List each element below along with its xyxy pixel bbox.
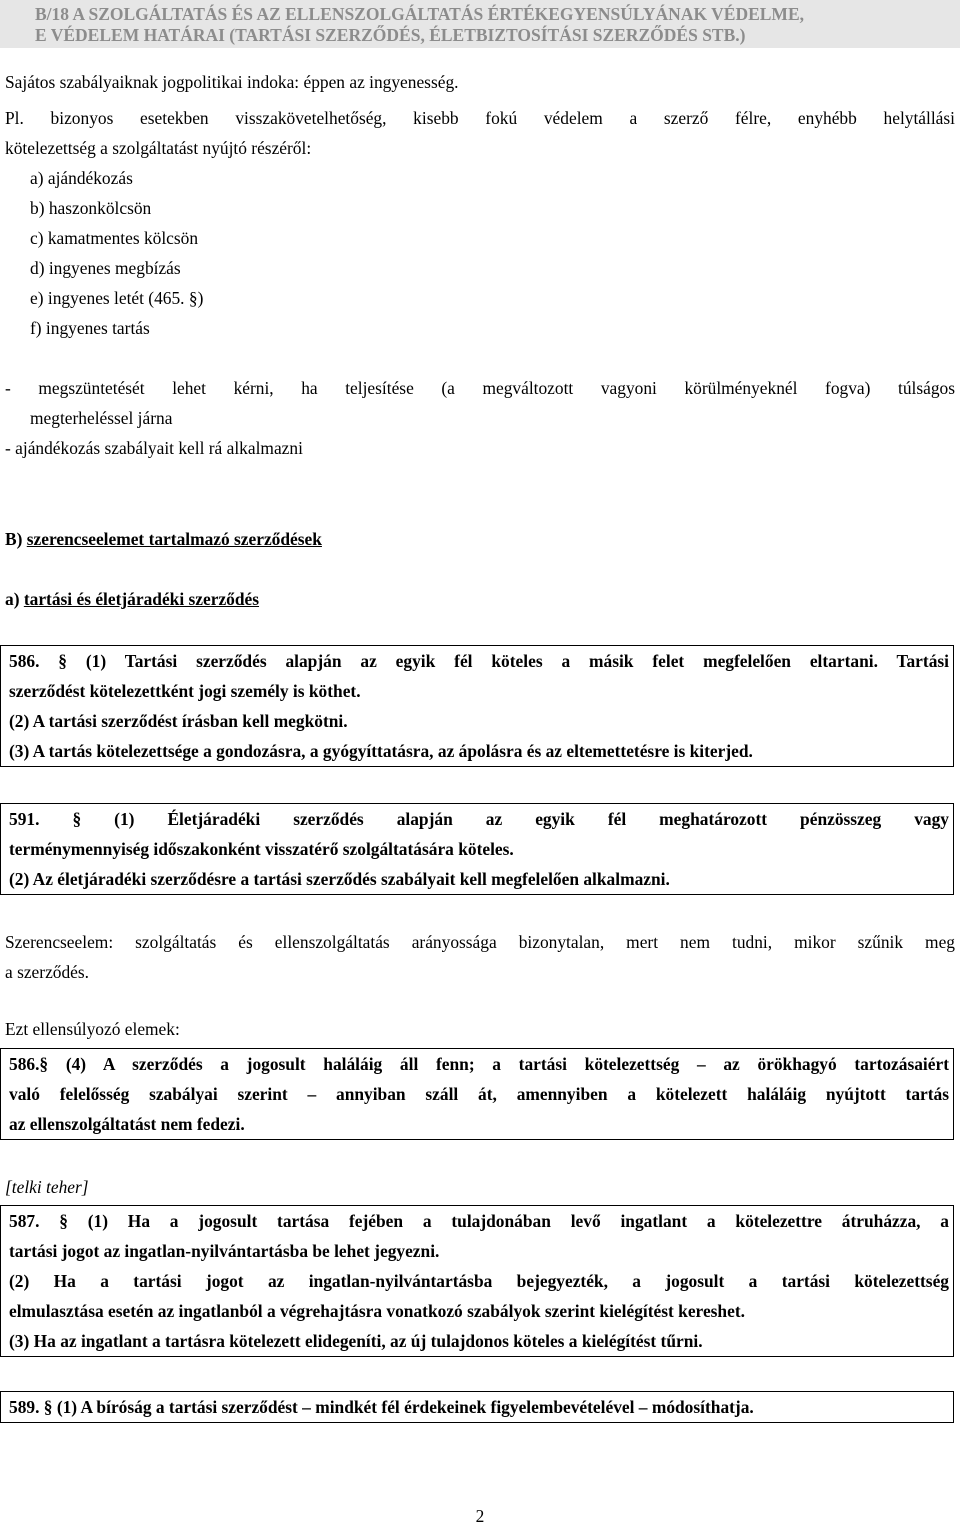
statute-line: 589. § (1) A bíróság a tartási szerződést – mindkét fél érdekeinek figyelembevételével – módosíthatja. xyxy=(9,1397,754,1417)
list-item: c) kamatmentes kölcsön xyxy=(30,228,199,248)
statute-line: (3) A tartás kötelezettsége a gondozásra, a gyógyíttatásra, az ápolásra és az eltemettetésre is kiterjed. xyxy=(9,741,753,761)
ellensulyozo-label: Ezt ellensúlyozó elemek: xyxy=(5,1019,180,1039)
dash-item-2: - ajándékozás szabályait kell rá alkalmazni xyxy=(5,438,303,458)
section-a-prefix: a) xyxy=(5,589,24,609)
statute-box-587 xyxy=(0,1205,954,1357)
statute-box-586 xyxy=(0,645,954,767)
statute-line: 586.§ (4) A szerződés a jogosult haláláig áll fenn; a tartási kötelezettség – az örökhagyó tartozásaiért xyxy=(9,1054,949,1074)
statute-line: (3) Ha az ingatlant a tartásra kötelezett elidegeníti, az új tulajdonos köteles a kielégítést tűrni. xyxy=(9,1331,703,1351)
statute-box-586-4 xyxy=(0,1048,954,1140)
statute-line: terménymennyiség időszakonként visszatérő szolgáltatására köteles. xyxy=(9,839,514,859)
statute-line: (2) Ha a tartási jogot az ingatlan-nyilvántartásba bejegyezték, a jogosult a tartási kötelezettség xyxy=(9,1271,949,1291)
running-header xyxy=(0,0,960,48)
list-item: e) ingyenes letét (465. §) xyxy=(30,288,204,308)
telki-teher-label: [telki teher] xyxy=(5,1177,89,1197)
statute-line: tartási jogot az ingatlan-nyilvántartásba be lehet jegyezni. xyxy=(9,1241,440,1261)
intro-paragraph-1: Sajátos szabályaiknak jogpolitikai indoka: éppen az ingyenesség. xyxy=(5,72,459,92)
statute-line: 591. § (1) Életjáradéki szerződés alapján az egyik fél meghatározott pénzösszeg vagy xyxy=(9,809,949,829)
dash-item-1-line-1: - megszüntetését lehet kérni, ha teljesítése (a megváltozott vagyoni körülményeknél fogva) túlságos xyxy=(5,378,955,398)
statute-line: 587. § (1) Ha a jogosult tartása fejében a tulajdonában levő ingatlant a kötelezettre átruházza, a xyxy=(9,1211,949,1231)
section-b-prefix: B) xyxy=(5,529,27,549)
statute-line: szerződést kötelezettként jogi személy is köthet. xyxy=(9,681,361,701)
statute-box-589 xyxy=(0,1391,954,1423)
list-item: f) ingyenes tartás xyxy=(30,318,150,338)
list-item: b) haszonkölcsön xyxy=(30,198,152,218)
statute-line: 586. § (1) Tartási szerződés alapján az egyik fél köteles a másik felet megfelelően eltartani. Tartási xyxy=(9,651,949,671)
szerencseelem-line-2: a szerződés. xyxy=(5,962,90,982)
statute-box-591 xyxy=(0,803,954,895)
list-item: d) ingyenes megbízás xyxy=(30,258,181,278)
page-number: 2 xyxy=(475,1506,485,1526)
intro-paragraph-2-line-2: kötelezettség a szolgáltatást nyújtó részéről: xyxy=(5,138,312,158)
list-item: a) ajándékozás xyxy=(30,168,133,188)
section-b-title: szerencseelemet tartalmazó szerződések xyxy=(26,529,322,549)
statute-line: (2) Az életjáradéki szerződésre a tartási szerződés szabályait kell megfelelően alkalmazni. xyxy=(9,869,670,889)
header-line-1: B/18 A SZOLGÁLTATÁS ÉS AZ ELLENSZOLGÁLTATÁS ÉRTÉKEGYENSÚLYÁNAK VÉDELME, xyxy=(35,4,804,24)
intro-paragraph-2-line-1: Pl. bizonyos esetekben visszakövetelhetőség, kisebb fokú védelem a szerző félre, enyhébb helytállási xyxy=(5,108,955,128)
header-line-2: E VÉDELEM HATÁRAI (TARTÁSI SZERZŐDÉS, ÉLETBIZTOSÍTÁSI SZERZŐDÉS STB.) xyxy=(35,25,746,45)
szerencseelem-line-1: Szerencseelem: szolgáltatás és ellenszolgáltatás arányossága bizonytalan, mert nem tudni, mikor szűnik meg xyxy=(5,932,955,952)
section-a-heading xyxy=(5,584,259,614)
statute-line: az ellenszolgáltatást nem fedezi. xyxy=(9,1114,245,1134)
dash-item-1-line-2: megterheléssel járna xyxy=(30,408,173,428)
statute-line: való felelősség szabályai szerint – annyiban száll át, amennyiben a kötelezett haláláig nyújtott tartás xyxy=(9,1084,949,1104)
section-b-heading xyxy=(5,524,322,554)
section-a-title: tartási és életjáradéki szerződés xyxy=(23,589,260,609)
statute-line: (2) A tartási szerződést írásban kell megkötni. xyxy=(9,711,348,731)
statute-line: elmulasztása esetén az ingatlanból a végrehajtásra vonatkozó szabályok szerint kielégítést kereshet. xyxy=(9,1301,745,1321)
